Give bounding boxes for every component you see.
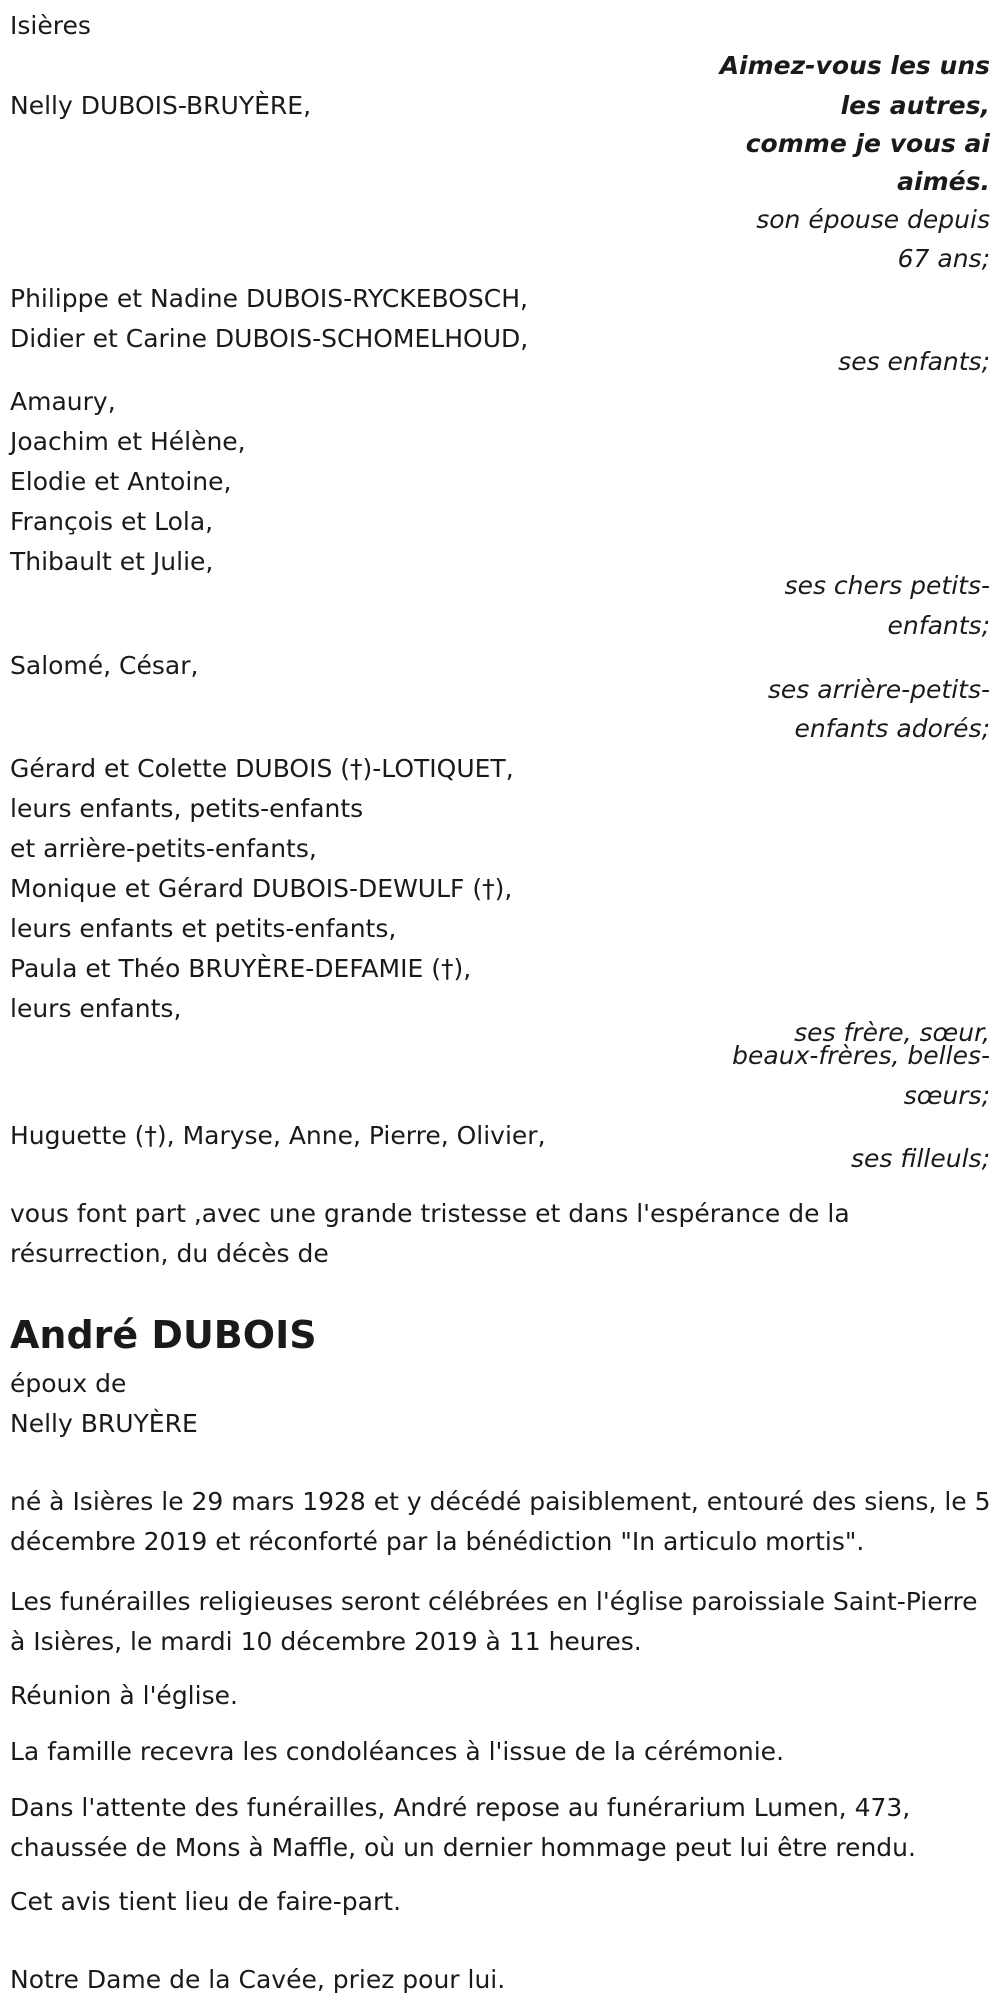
spouse-role-line-1: son épouse depuis	[756, 205, 990, 234]
verse-line-2: les autres,	[840, 91, 990, 120]
grandchildren-role-line-2: enfants;	[887, 611, 990, 640]
grandchild-line-3: Elodie et Antoine,	[10, 467, 232, 496]
detail-funerarium: Dans l'attente des funérailles, André repose au funérarium Lumen, 473, chaussée de Mons à Maffle, où un dernier hommage peut lui être rendu.	[10, 1793, 916, 1862]
detail-birth-death: né à Isières le 29 mars 1928 et y décédé paisiblement, entouré des siens, le 5 décembre 2019 et réconforté par la bénédiction "In articulo mortis".	[10, 1487, 991, 1556]
verse-line-4: aimés.	[897, 167, 990, 196]
sibling-line-3: et arrière-petits-enfants,	[10, 834, 317, 863]
siblings-role-line-2: beaux-frères, belles-	[732, 1041, 990, 1070]
godchildren-role: ses filleuls;	[850, 1144, 990, 1173]
prayer-line: Notre Dame de la Cavée, priez pour lui.	[10, 1965, 506, 1994]
detail-condolences: La famille recevra les condoléances à l'issue de la cérémonie.	[10, 1737, 785, 1766]
sibling-line-6: Paula et Théo BRUYÈRE-DEFAMIE (†),	[10, 954, 472, 983]
grandchild-line-5: Thibault et Julie,	[10, 547, 214, 576]
child-line-2: Didier et Carine DUBOIS-SCHOMELHOUD,	[10, 324, 529, 353]
deceased-name: André DUBOIS	[10, 1313, 317, 1357]
spouse-role-line-2: 67 ans;	[897, 244, 990, 273]
spouse-name: Nelly DUBOIS-BRUYÈRE,	[10, 91, 312, 120]
place-name: Isières	[10, 11, 91, 40]
grandchild-line-4: François et Lola,	[10, 507, 214, 536]
grandchild-line-2: Joachim et Hélène,	[10, 427, 246, 456]
detail-funeral: Les funérailles religieuses seront célébrées en l'église paroissiale Saint-Pierre à Isières, le mardi 10 décembre 2019 à 11 heures.	[10, 1587, 978, 1656]
deceased-relation-line-1: époux de	[10, 1369, 127, 1398]
sibling-line-2: leurs enfants, petits-enfants	[10, 794, 364, 823]
detail-meeting: Réunion à l'église.	[10, 1681, 238, 1710]
sibling-line-4: Monique et Gérard DUBOIS-DEWULF (†),	[10, 874, 513, 903]
announcement-text: vous font part ,avec une grande tristesse et dans l'espérance de la résurrection, du décès de	[10, 1199, 850, 1268]
sibling-line-1: Gérard et Colette DUBOIS (†)-LOTIQUET,	[10, 754, 514, 783]
deceased-relation-line-2: Nelly BRUYÈRE	[10, 1409, 198, 1438]
great-grandchildren-role-line-2: enfants adorés;	[794, 714, 990, 743]
sibling-line-5: leurs enfants et petits-enfants,	[10, 914, 397, 943]
grandchild-line-1: Amaury,	[10, 387, 116, 416]
sibling-line-7: leurs enfants,	[10, 994, 182, 1023]
great-grandchildren-role-line-1: ses arrière-petits-	[767, 675, 990, 704]
siblings-role-line-1: ses frère, sœur,	[794, 1018, 990, 1047]
children-role: ses enfants;	[838, 347, 990, 376]
detail-notice: Cet avis tient lieu de faire-part.	[10, 1887, 402, 1916]
siblings-role-line-3: sœurs;	[903, 1081, 990, 1110]
child-line-1: Philippe et Nadine DUBOIS-RYCKEBOSCH,	[10, 284, 528, 313]
grandchildren-role-line-1: ses chers petits-	[784, 571, 990, 600]
godchildren-line-1: Huguette (†), Maryse, Anne, Pierre, Olivier,	[10, 1121, 546, 1150]
great-grandchild-line-1: Salomé, César,	[10, 651, 199, 680]
verse-line-3: comme je vous ai	[745, 129, 990, 158]
verse-line-1: Aimez-vous les uns	[719, 51, 990, 80]
